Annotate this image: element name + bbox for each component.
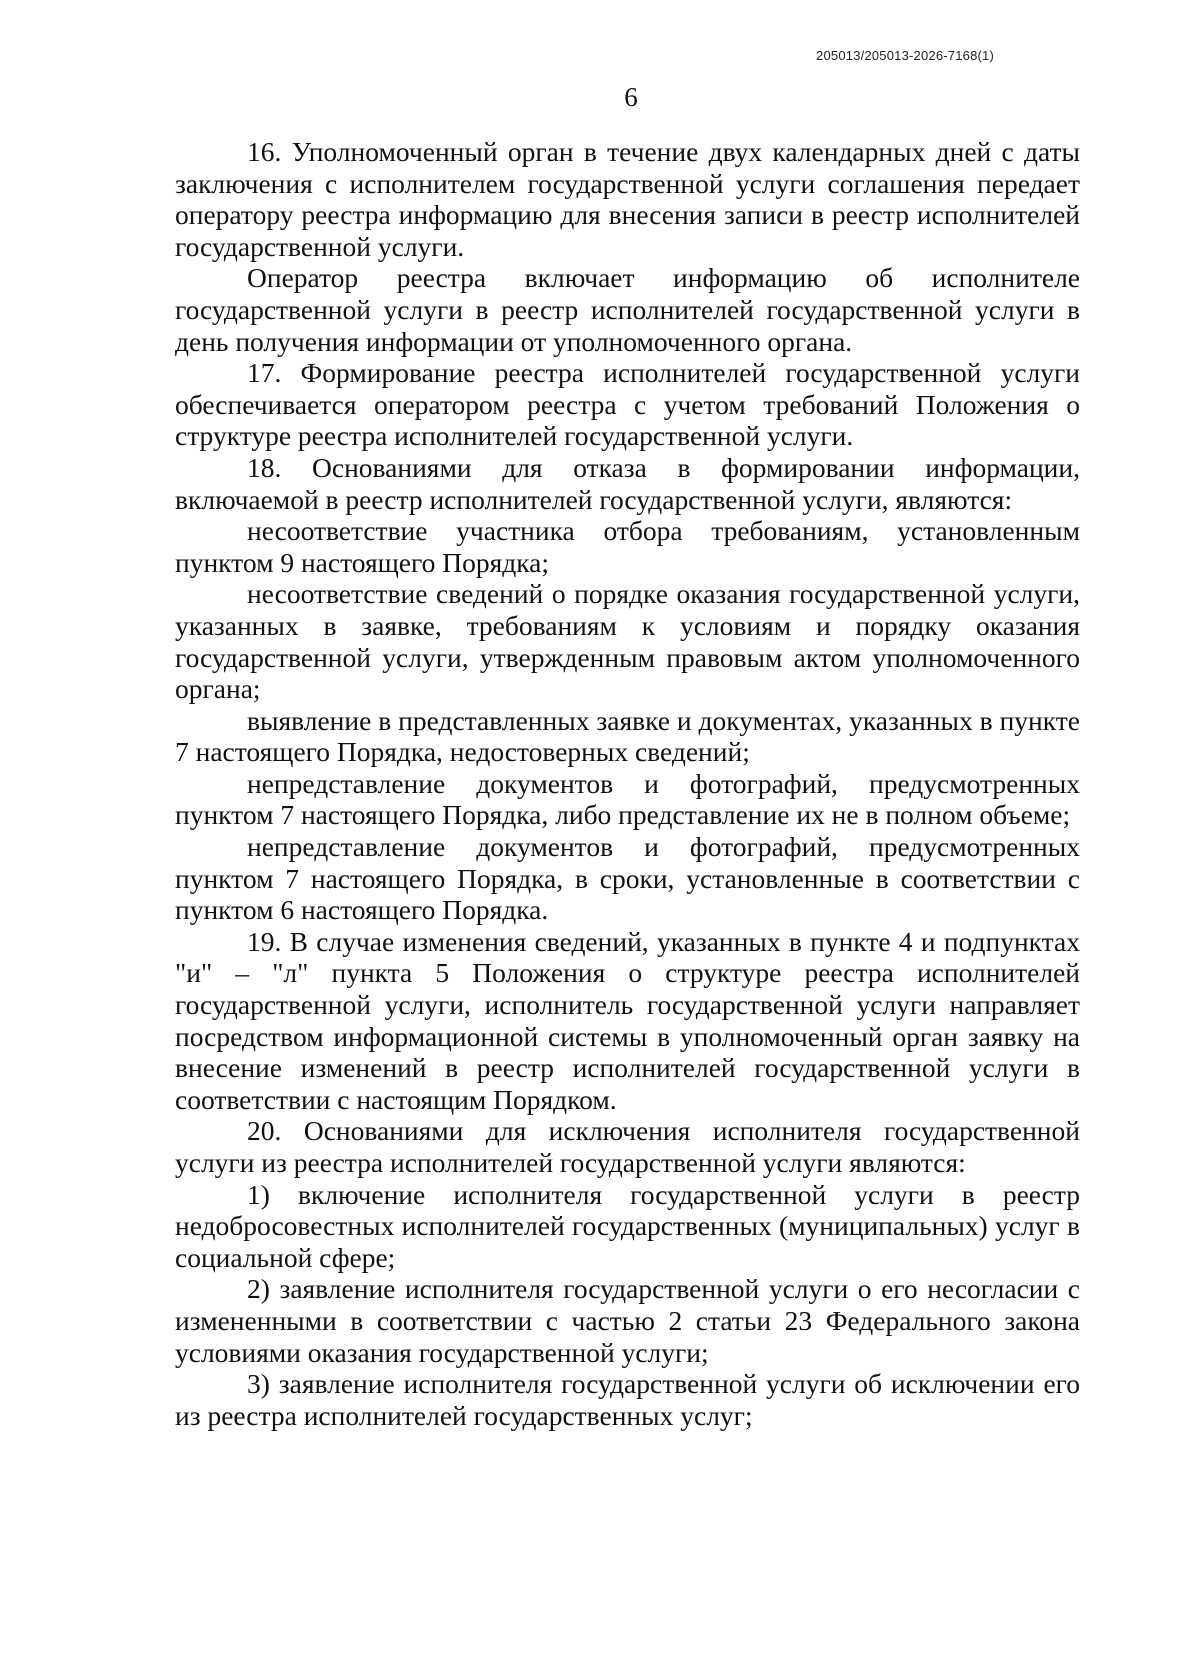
page-number: 6 (624, 82, 638, 112)
document-body (175, 136, 1080, 1431)
paragraph: 17. Формирование реестра исполнителей государственной услуги обеспечивается оператором реестра с учетом требований Положения о структуре реестра исполнителей государственной услуги. (175, 357, 1080, 452)
paragraph: 19. В случае изменения сведений, указанных в пункте 4 и подпунктах "и" – "л" пункта 5 Положения о структуре реестра исполнителей государственной услуги, исполнитель государственной услуги направляет посредством информационной системы в уполномоченный орган заявку на внесение изменений в реестр исполнителей государственной услуги в соответствии с настоящим Порядком. (175, 925, 1080, 1115)
paragraph: 1) включение исполнителя государственной услуги в реестр недобросовестных исполнителей государственных (муниципальных) услуг в социальной сфере; (175, 1178, 1080, 1273)
paragraph: выявление в представленных заявке и документах, указанных в пункте 7 настоящего Порядка, недостоверных сведений; (175, 704, 1080, 768)
registration-number: 205013/205013-2026-7168(1) (816, 48, 994, 63)
paragraph: непредставление документов и фотографий, предусмотренных пунктом 7 настоящего Порядка, либо представление их не в полном объеме; (175, 767, 1080, 831)
paragraph: несоответствие участника отбора требованиям, установленным пунктом 9 настоящего Порядка; (175, 515, 1080, 578)
paragraph: 18. Основаниями для отказа в формировании информации, включаемой в реестр исполнителей государственной услуги, являются: (175, 451, 1080, 515)
paragraph: несоответствие сведений о порядке оказания государственной услуги, указанных в заявке, требованиям к условиям и порядку оказания государственной услуги, утвержденным правовым актом уполномоченного органа; (175, 578, 1080, 705)
paragraph: 16. Уполномоченный орган в течение двух календарных дней с даты заключения с исполнителем государственной услуги соглашения передает оператору реестра информацию для внесения записи в реестр исполнителей государственной услуги. (175, 136, 1080, 262)
paragraph: 20. Основаниями для исключения исполнителя государственной услуги из реестра исполнителей государственной услуги являются: (175, 1115, 1080, 1178)
paragraph: 3) заявление исполнителя государственной услуги об исключении его из реестра исполнителей государственных услуг; (175, 1368, 1080, 1431)
paragraph: непредставление документов и фотографий, предусмотренных пунктом 7 настоящего Порядка, в сроки, установленные в соответствии с пунктом 6 настоящего Порядка. (175, 831, 1080, 926)
paragraph: 2) заявление исполнителя государственной услуги о его несогласии с измененными в соответствии с частью 2 статьи 23 Федерального закона условиями оказания государственной услуги; (175, 1273, 1080, 1368)
paragraph: Оператор реестра включает информацию об исполнителе государственной услуги в реестр исполнителей государственной услуги в день получения информации от уполномоченного органа. (175, 262, 1080, 357)
